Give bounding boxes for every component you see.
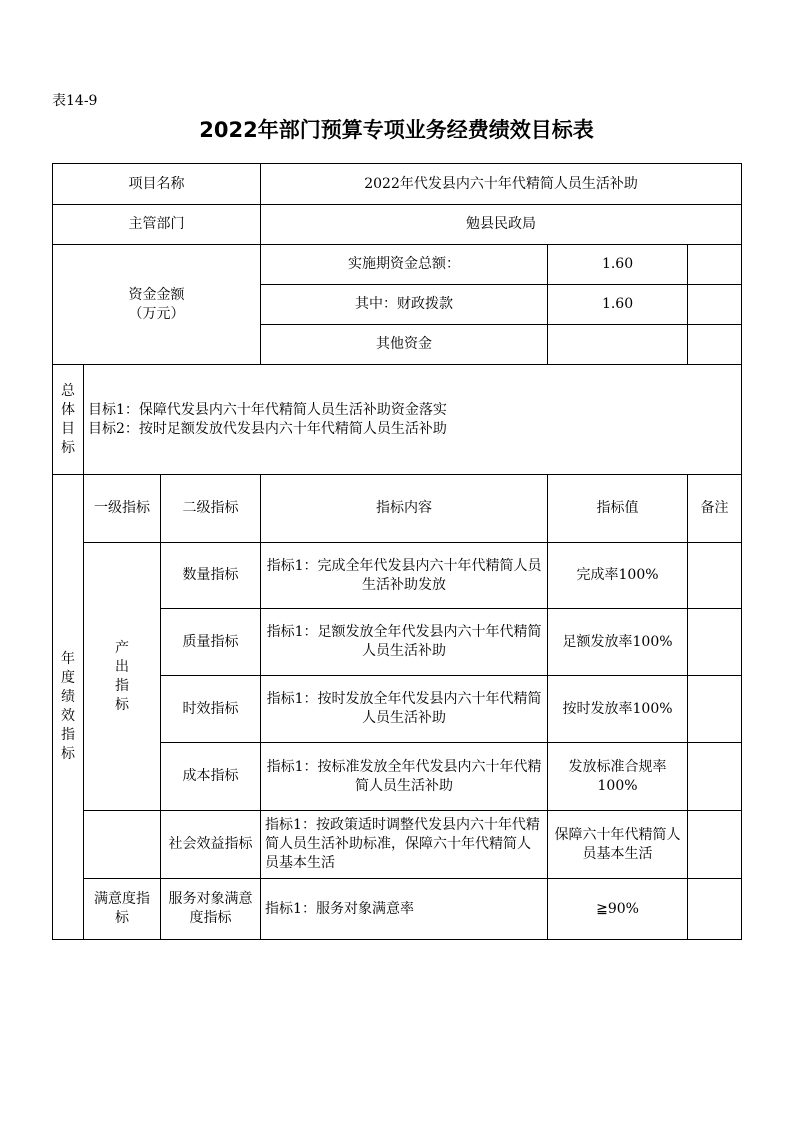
indicator-content: 指标1：按标准发放全年代发县内六十年代精简人员生活补助 xyxy=(261,743,548,811)
indicator-level2: 时效指标 xyxy=(161,676,261,743)
annual-header-row xyxy=(53,475,742,543)
indicator-value: ≧90% xyxy=(548,879,688,940)
indicator-row xyxy=(53,811,742,879)
indicator-note xyxy=(688,676,742,743)
indicator-content: 指标1：完成全年代发县内六十年代精简人员生活补助发放 xyxy=(261,543,548,609)
funds-other-label: 其他资金 xyxy=(261,325,548,365)
overall-goal-2: 目标2：按时足额发放代发县内六十年代精简人员生活补助 xyxy=(88,420,447,437)
department-value: 勉县民政局 xyxy=(261,205,742,245)
funds-other-spacer xyxy=(688,325,742,365)
indicator-value: 保障六十年代精简人员基本生活 xyxy=(548,811,688,879)
indicator-content: 指标1：按政策适时调整代发县内六十年代精简人员生活补助标准，保障六十年代精简人员基本生活 xyxy=(261,811,548,879)
indicator-note xyxy=(688,879,742,940)
output-group-text: 产出指标 xyxy=(115,639,129,713)
performance-target-table xyxy=(52,163,742,940)
benefit-group-label xyxy=(84,811,161,879)
funds-label-cell xyxy=(53,245,261,365)
indicator-level2: 质量指标 xyxy=(161,609,261,676)
indicator-level2: 服务对象满意度指标 xyxy=(161,879,261,940)
header-note: 备注 xyxy=(688,475,742,543)
project-name-row xyxy=(53,164,742,205)
funds-other-value xyxy=(548,325,688,365)
funds-total-spacer xyxy=(688,245,742,285)
funds-label: 资金金额 xyxy=(128,286,185,303)
indicator-note xyxy=(688,543,742,609)
header-level1: 一级指标 xyxy=(84,475,161,543)
funds-total-row xyxy=(53,245,742,285)
overall-goal-content xyxy=(84,365,742,475)
indicator-content: 指标1：服务对象满意率 xyxy=(261,879,548,940)
satisfaction-group-label: 满意度指标 xyxy=(84,879,161,940)
indicator-note xyxy=(688,609,742,676)
overall-goal-1: 目标1：保障代发县内六十年代精简人员生活补助资金落实 xyxy=(88,401,447,418)
department-row xyxy=(53,205,742,245)
overall-goal-label xyxy=(53,365,84,475)
indicator-level2: 数量指标 xyxy=(161,543,261,609)
funds-total-label: 实施期资金总额： xyxy=(261,245,548,285)
overall-goal-row xyxy=(53,365,742,475)
indicator-row xyxy=(53,879,742,940)
funds-fiscal-value: 1.60 xyxy=(548,285,688,325)
indicator-level2: 社会效益指标 xyxy=(161,811,261,879)
funds-fiscal-spacer xyxy=(688,285,742,325)
indicator-row xyxy=(53,543,742,609)
annual-label xyxy=(53,475,84,940)
indicator-level2: 成本指标 xyxy=(161,743,261,811)
indicator-value: 发放标准合规率100% xyxy=(548,743,688,811)
indicator-value: 完成率100% xyxy=(548,543,688,609)
funds-total-value: 1.60 xyxy=(548,245,688,285)
header-value: 指标值 xyxy=(548,475,688,543)
indicator-content: 指标1：足额发放全年代发县内六十年代精简人员生活补助 xyxy=(261,609,548,676)
indicator-value: 足额发放率100% xyxy=(548,609,688,676)
header-level2: 二级指标 xyxy=(161,475,261,543)
table-number: 表14-9 xyxy=(52,93,98,109)
indicator-value: 按时发放率100% xyxy=(548,676,688,743)
page-title: 2022年部门预算专项业务经费绩效目标表 xyxy=(199,118,594,142)
output-group-label xyxy=(84,543,161,811)
header-content: 指标内容 xyxy=(261,475,548,543)
indicator-note xyxy=(688,743,742,811)
annual-label-text: 年度绩效指标 xyxy=(61,651,75,762)
funds-unit: （万元） xyxy=(128,305,185,322)
project-name-label: 项目名称 xyxy=(53,164,261,205)
funds-fiscal-label: 其中：财政拨款 xyxy=(261,285,548,325)
department-label: 主管部门 xyxy=(53,205,261,245)
indicator-content: 指标1：按时发放全年代发县内六十年代精简人员生活补助 xyxy=(261,676,548,743)
indicator-note xyxy=(688,811,742,879)
overall-goal-label-text: 总体目标 xyxy=(61,382,75,456)
project-name-value: 2022年代发县内六十年代精简人员生活补助 xyxy=(261,164,742,205)
